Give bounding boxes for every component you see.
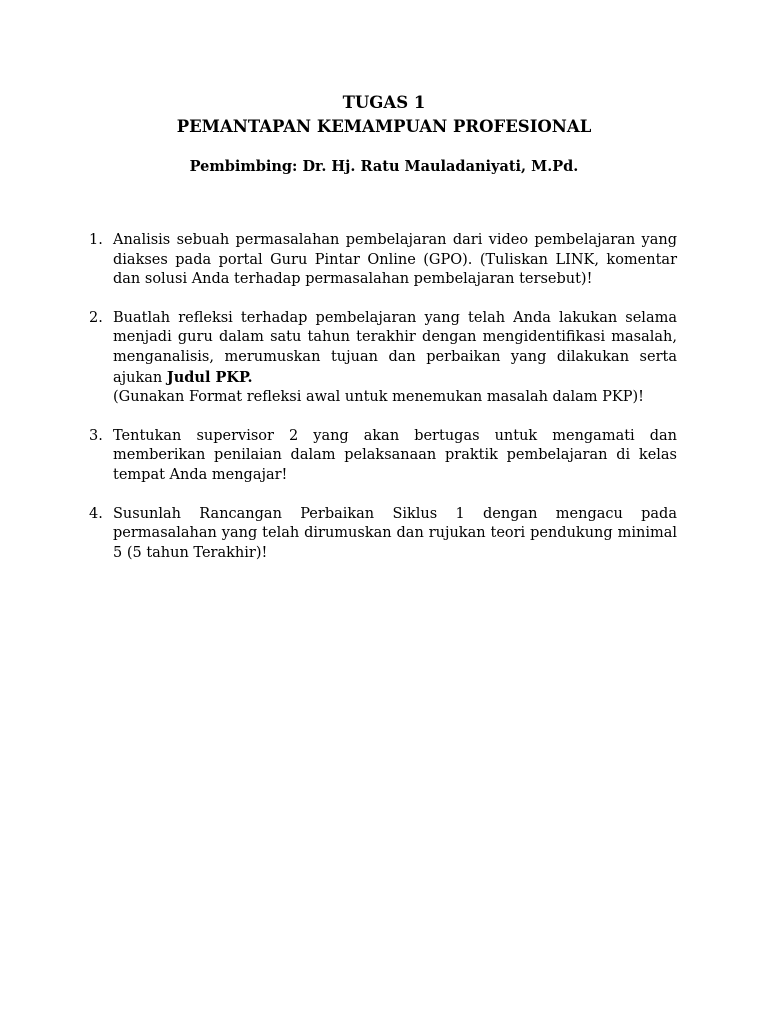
task-number: 1. <box>89 232 103 248</box>
task-item-4 <box>89 505 677 564</box>
task-list <box>89 231 677 582</box>
task-number: 3. <box>89 427 103 444</box>
task-item-2 <box>89 309 677 408</box>
document-title-line-1: TUGAS 1 <box>342 93 426 112</box>
task-bold-text: Judul PKP. <box>166 368 253 386</box>
task-number: 2. <box>89 309 103 326</box>
task-text: Susunlah Rancangan Perbaikan Siklus 1 dengan mengacu pada permasalahan yang telah dirumuskan dan rujukan teori pendukung minimal 5 (5 tahun Terakhir)! <box>113 505 677 561</box>
task-text: Tentukan supervisor 2 yang akan bertugas untuk mengamati dan memberikan penilaian dalam pelaksanaan praktik pembelajaran di kelas tempat Anda mengajar! <box>113 427 677 483</box>
task-number: 4. <box>89 505 103 522</box>
task-item-3 <box>89 427 677 486</box>
supervisor-line: Pembimbing: Dr. Hj. Ratu Mauladaniyati, M.Pd. <box>189 158 579 175</box>
task-text: Buatlah refleksi terhadap pembelajaran yang telah Anda lakukan selama menjadi guru dalam satu tahun terakhir dengan mengidentifikasi masalah, menganalisis, merumuskan tujuan dan perbaikan yang dilakukan serta ajukan <box>113 309 677 386</box>
task-note: (Gunakan Format refleksi awal untuk menemukan masalah dalam PKP)! <box>113 389 644 406</box>
task-item-1 <box>89 231 677 290</box>
document-title-line-2: PEMANTAPAN KEMAMPUAN PROFESIONAL <box>176 117 592 136</box>
task-text: Analisis sebuah permasalahan pembelajaran dari video pembelajaran yang diakses pada portal Guru Pintar Online (GPO). (Tuliskan LINK, komentar dan solusi Anda terhadap permasalahan pembelajaran tersebut)! <box>113 232 677 288</box>
task-text-wrapper <box>113 309 677 388</box>
